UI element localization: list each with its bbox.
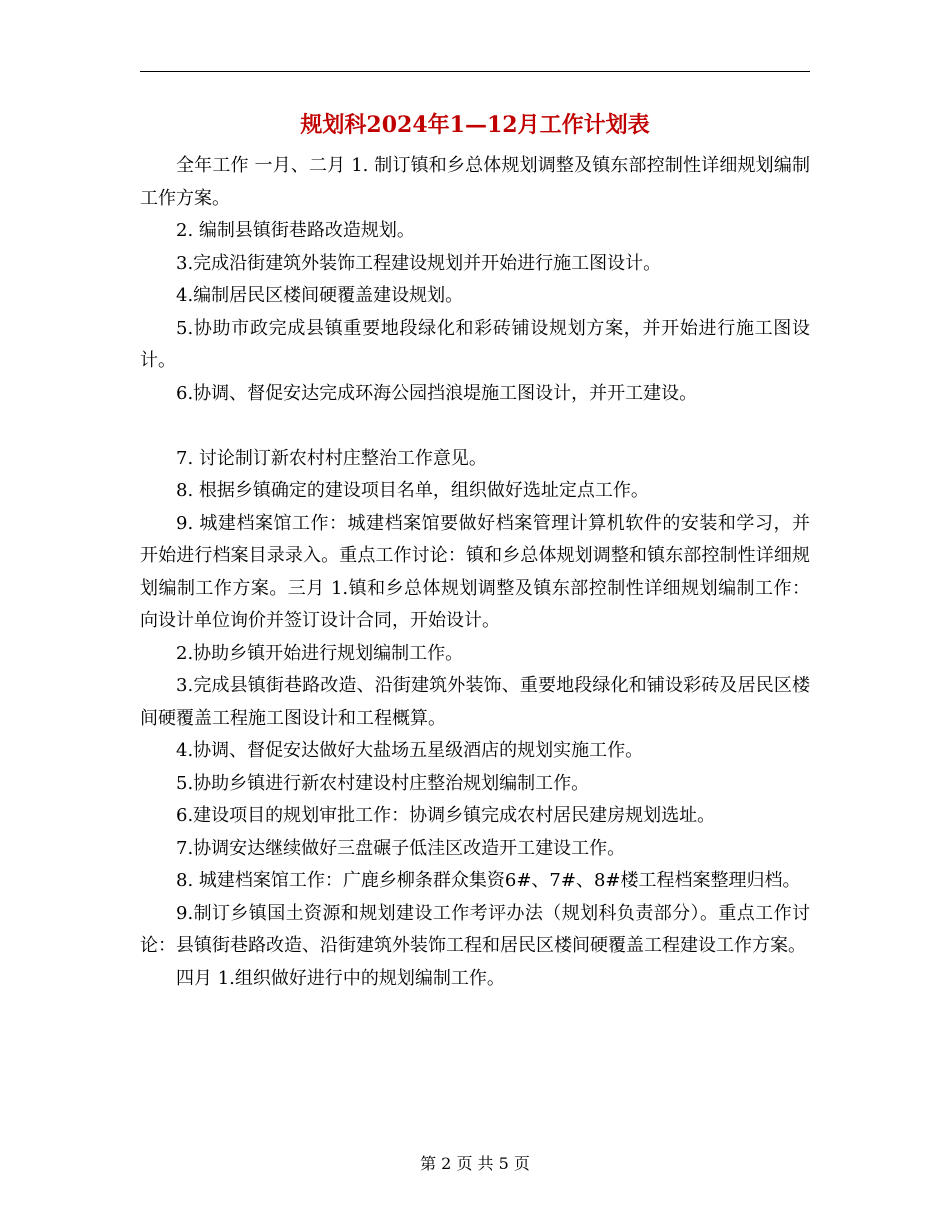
paragraph-12: 4.协调、督促安达做好大盐场五星级酒店的规划实施工作。 (176, 740, 644, 761)
paragraph-5: 5.协助市政完成县镇重要地段绿化和彩砖铺设规划方案，并开始进行施工图设计。 (140, 317, 810, 371)
document-title: 规划科2024年1—12月工作计划表 (300, 112, 650, 138)
header-rule (140, 71, 810, 72)
paragraph-6: 6.协调、督促安达完成环海公园挡浪堤施工图设计，并开工建设。 (176, 382, 698, 404)
paragraph-16: 8. 城建档案馆工作：广鹿乡柳条群众集资6#、7#、8#楼工程档案整理归档。 (176, 870, 801, 891)
paragraph-9: 9. 城建档案馆工作：城建档案馆要做好档案管理计算机软件的安装和学习，并开始进行档案目录录入。重点工作讨论：镇和乡总体规划调整和镇东部控制性详细规划编制工作方案。三月 1.镇和乡总体规划调整及镇东部控制性详细规划编制工作：向设计单位询价并签订设计合同，开始设计。 (140, 512, 810, 631)
paragraph-7: 7. 讨论制订新农村村庄整治工作意见。 (176, 447, 487, 469)
paragraph-13: 5.协助乡镇进行新农村建设村庄整治规划编制工作。 (176, 772, 590, 794)
paragraph-1: 全年工作 一月、二月 1. 制订镇和乡总体规划调整及镇东部控制性详细规划编制工作方案。 (140, 155, 810, 209)
paragraph-4: 4.编制居民区楼间硬覆盖建设规划。 (176, 285, 464, 306)
paragraph-8: 8. 根据乡镇确定的建设项目名单，组织做好选址定点工作。 (176, 480, 649, 501)
paragraph-17: 9.制订乡镇国土资源和规划建设工作考评办法（规划科负责部分）。重点工作讨论：县镇街巷路改造、沿街建筑外装饰工程和居民区楼间硬覆盖工程建设工作方案。 (140, 902, 810, 956)
paragraph-11: 3.完成县镇街巷路改造、沿街建筑外装饰、重要地段绿化和铺设彩砖及居民区楼间硬覆盖工程施工图设计和工程概算。 (140, 675, 810, 729)
paragraph-2: 2. 编制县镇街巷路改造规划。 (176, 220, 415, 241)
paragraph-3: 3.完成沿街建筑外装饰工程建设规划并开始进行施工图设计。 (176, 252, 662, 274)
paragraph-15: 7.协调安达继续做好三盘碾子低洼区改造开工建设工作。 (176, 837, 626, 859)
paragraph-14: 6.建设项目的规划审批工作：协调乡镇完成农村居民建房规划选址。 (176, 805, 716, 826)
paragraph-10: 2.协助乡镇开始进行规划编制工作。 (176, 642, 464, 664)
page-footer: 第 2 页 共 5 页 (420, 1154, 530, 1173)
paragraph-18: 四月 1.组织做好进行中的规划编制工作。 (176, 967, 505, 989)
document-body (140, 150, 810, 995)
